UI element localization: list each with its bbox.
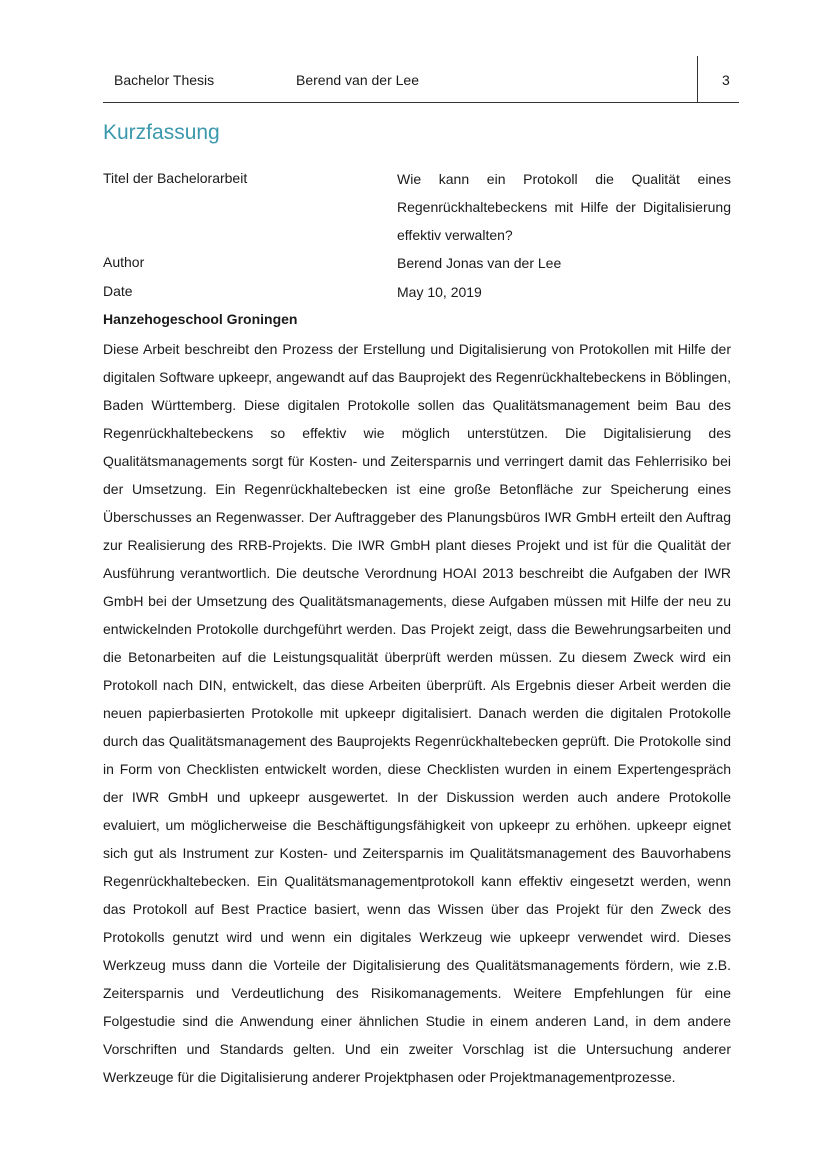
page-header [103, 62, 739, 103]
page-number: 3 [722, 72, 730, 88]
abstract-text: Diese Arbeit beschreibt den Prozess der Erstellung und Digitalisierung von Protokollen mit Hilfe der digitalen Software upkeepr, angewandt auf das Bauprojekt des Regenrückhaltebeckens in Böblingen, Baden Württemberg. Diese digitalen Protokolle sollen das Qualitätsmanagement beim Bau des Regenrückhaltebeckens so effektiv wie möglich unterstützen. Die Digitalisierung des Qualitätsmanagements sorgt für Kosten- und Zeitersparnis und verringert damit das Fehlerrisiko bei der Umsetzung. Ein Regenrückhaltebecken ist eine große Betonfläche zur Speicherung eines Überschusses an Regenwasser. Der Auftraggeber des Planungsbüros IWR GmbH erteilt den Auftrag zur Realisierung des RRB-Projekts. Die IWR GmbH plant dieses Projekt und ist für die Qualität der Ausführung verantwortlich. Die deutsche Verordnung HOAI 2013 beschreibt die Aufgaben der IWR GmbH bei der Umsetzung des Qualitätsmanagements, diese Aufgaben müssen mit Hilfe der neu zu entwickelnden Protokolle durchgeführt werden. Das Projekt zeigt, dass die Bewehrungsarbeiten und die Betonarbeiten auf die Leistungsqualität überprüft werden müssen. Zu diesem Zweck wird ein Protokoll nach DIN, entwickelt, das diese Arbeiten überprüft. Als Ergebnis dieser Arbeit werden die neuen papierbasierten Protokolle mit upkeepr digitalisiert. Danach werden die digitalen Protokolle durch das Qualitätsmanagement des Bauprojekts Regenrückhaltebecken geprüft. Die Protokolle sind in Form von Checklisten entwickelt worden, diese Checklisten wurden in einem Expertengespräch der IWR GmbH und upkeepr ausgewertet. In der Diskussion werden auch andere Protokolle evaluiert, um möglicherweise die Beschäftigungsfähigkeit von upkeepr zu erhöhen. upkeepr eignet sich gut als Instrument zur Kosten- und Zeitersparnis im Qualitätsmanagement des Bauvorhabens Regenrückhaltebecken. Ein Qualitätsmanagementprotokoll kann effektiv eingesetzt werden, wenn das Protokoll auf Best Practice basiert, wenn das Wissen über das Projekt für den Zweck des Protokolls genutzt wird und wenn ein digitales Werkzeug wie upkeepr verwendet wird. Dieses Werkzeug muss dann die Vorteile der Digitalisierung des Qualitätsmanagements fördern, wie z.B. Zeitersparnis und Verdeutlichung des Risikomanagements. Weitere Empfehlungen für eine Folgestudie sind die Anwendung einer ähnlichen Studie in einem anderen Land, in dem andere Vorschriften und Standards gelten. Und ein zweiter Vorschlag ist die Untersuchung anderer Werkzeuge für die Digitalisierung anderer Projektphasen oder Projektmanagementprozesse. [103, 341, 731, 1085]
date-label: Date [103, 283, 133, 299]
title-value: Wie kann ein Protokoll die Qualität eines Regenrückhaltebeckens mit Hilfe der Digitalisierung effektiv verwalten? [397, 171, 731, 243]
header-document-type: Bachelor Thesis [114, 72, 215, 88]
institution-name: Hanzehogeschool Groningen [103, 311, 298, 327]
section-title: Kurzfassung [103, 121, 220, 144]
header-divider [697, 56, 698, 102]
header-author: Berend van der Lee [296, 72, 419, 88]
date-value: May 10, 2019 [397, 284, 482, 300]
author-value: Berend Jonas van der Lee [397, 255, 562, 271]
title-label: Titel der Bachelorarbeit [103, 170, 248, 186]
author-label: Author [103, 254, 145, 270]
